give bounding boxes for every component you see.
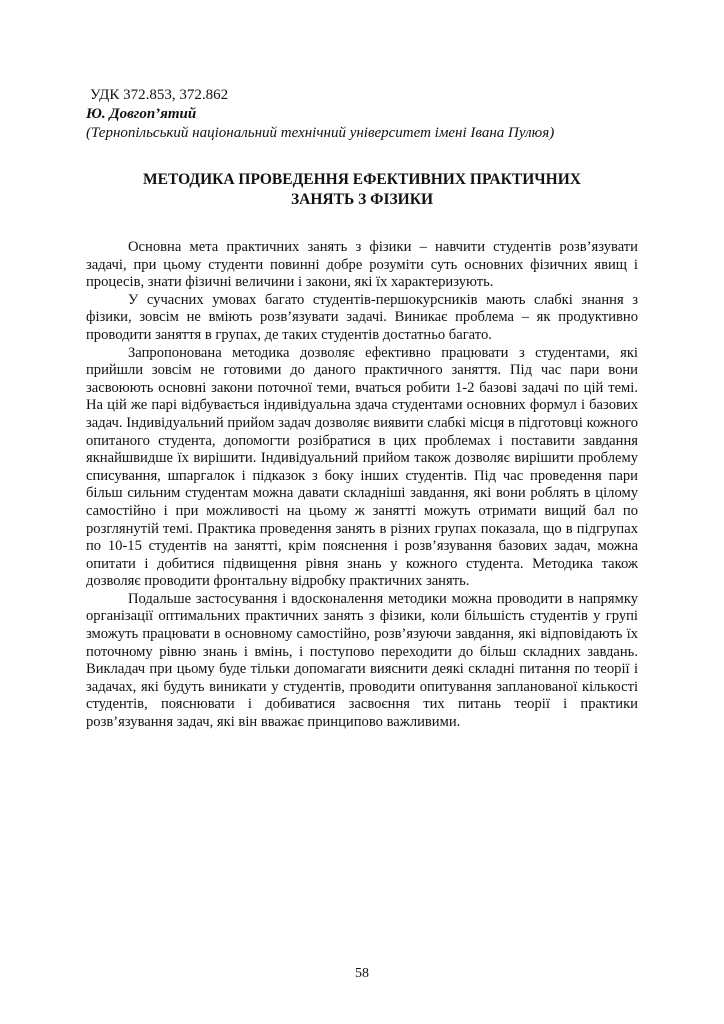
body-paragraph-1: Основна мета практичних занять з фізики – навчити студентів розв’язувати задачі, при цьому студенти повинні добре розуміти суть основних фізичних явищ і процесів, знати фізичні величини і закони, які їх характеризують.	[86, 239, 638, 291]
paper-page	[86, 86, 638, 732]
author-name: Ю. Довгоп’ятий	[86, 106, 197, 122]
paper-title-line-2: ЗАНЯТЬ З ФІЗИКИ	[290, 191, 434, 208]
author-affiliation: (Тернопільський національний технічний університет імені Івана Пулюя)	[86, 125, 555, 141]
paper-title-line-1: МЕТОДИКА ПРОВЕДЕННЯ ЕФЕКТИВНИХ ПРАКТИЧНИХ	[143, 171, 581, 188]
paper-body	[86, 239, 638, 732]
body-paragraph-2: У сучасних умовах багато студентів-першокурсників мають слабкі знання з фізики, зовсім не вміють розв’язувати задачі. Виникає проблема – як продуктивно проводити заняття в групах, де таких студентів достатньо багато.	[86, 291, 638, 343]
body-paragraph-4: Подальше застосування і вдосконалення методики можна проводити в напрямку організації оптимальних практичних занять з фізики, коли більшість студентів у групі зможуть працювати в основному самостійно, розв’язуючи завдання, які відповідають їх поточному рівню знань і вмінь, і поступово переходити до більш складних завдань. Викладач при цьому буде тільки допомагати вияснити деякі складні питання по теорії і задачах, які будуть виникати у студентів, проводити опитування запланованої кількості студентів, пояснювати і добиватися засвоєння тих питань теорії і практики розв’язування задач, які він вважає принципово важливими.	[86, 590, 638, 731]
body-paragraph-3: Запропонована методика дозволяє ефективно працювати з студентами, які прийшли зовсім не готовими до даного практичного заняття. Під час пари вони засвоюють основні закони поточної теми, вчаться робити 1-2 базові задачі по цій темі. На цій же парі відбувається індивідуальна здача студентами основних формул і базових задач. Індивідуальний прийом задач дозволяє виявити слабкі місця в підготовці кожного опитаного студента, допомогти розібратися в цих проблемах і поставити завдання якнайшвидше їх вирішити. Індивідуальний прийом також дозволяє вирішити проблему списування, шпаргалок і підказок з боку інших студентів. Під час проведення пари більш сильним студентам можна давати складніші завдання, які вони роблять в цілому самостійно і при можливості на цьому ж занятті можуть отримати вищий бал по розглянутій темі. Практика проведення занять в різних групах показала, що в підгрупах по 10-15 студентів на занятті, крім пояснення і розв’язування базових задач, можна опитати і добитися підвищення рівня знань у кожного студента. Методика також дозволяє проводити фронтальну відробку практичних занять.	[86, 344, 638, 590]
paper-title	[86, 170, 638, 210]
page-number: 58	[355, 966, 369, 981]
udk-code: УДК 372.853, 372.862	[90, 87, 229, 103]
